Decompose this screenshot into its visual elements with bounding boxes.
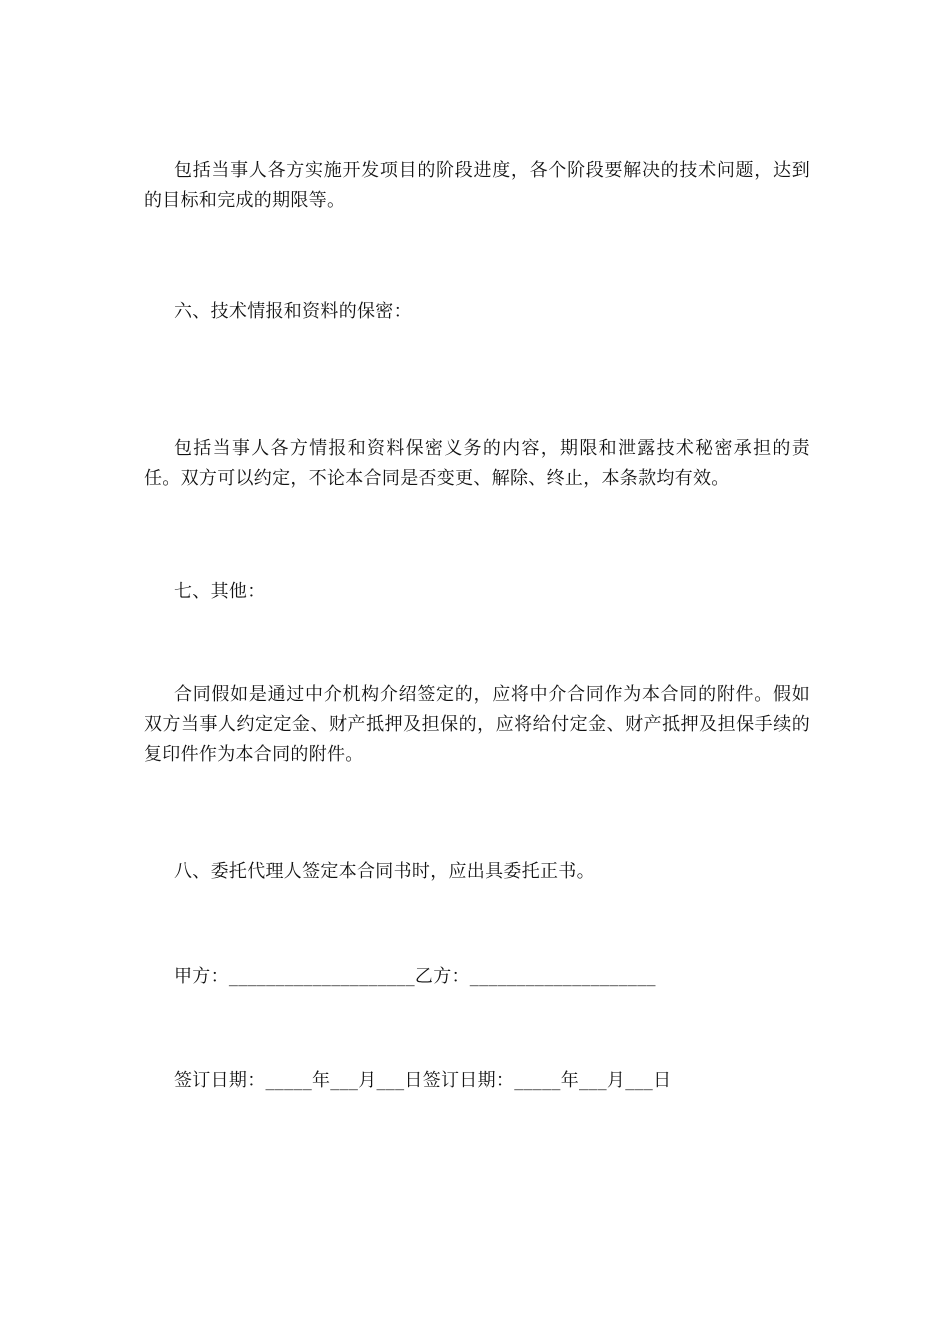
paragraph-confidentiality: 包括当事人各方情报和资料保密义务的内容，期限和泄露技术秘密承担的责任。双方可以约定，不论本合同是否变更、解除、终止，本条款均有效。 xyxy=(144,438,810,489)
paragraph-progress: 包括当事人各方实施开发项目的阶段进度，各个阶段要解决的技术问题，达到的目标和完成的期限等。 xyxy=(144,160,810,211)
paragraph-other: 合同假如是通过中介机构介绍签定的，应将中介合同作为本合同的附件。假如双方当事人约定定金、财产抵押及担保的，应将给付定金、财产抵押及担保手续的复印件作为本合同的附件。 xyxy=(144,684,810,765)
section-heading-other: 七、其他： xyxy=(174,581,266,602)
parties-signature-line: 甲方：____________________乙方：____________________ xyxy=(174,966,656,987)
section-heading-confidentiality: 六、技术情报和资料的保密： xyxy=(174,301,412,322)
section-heading-agent: 八、委托代理人签定本合同书时，应出具委托正书。 xyxy=(174,861,595,882)
signing-date-line: 签订日期：_____年___月___日签订日期：_____年___月___日 xyxy=(174,1070,672,1091)
